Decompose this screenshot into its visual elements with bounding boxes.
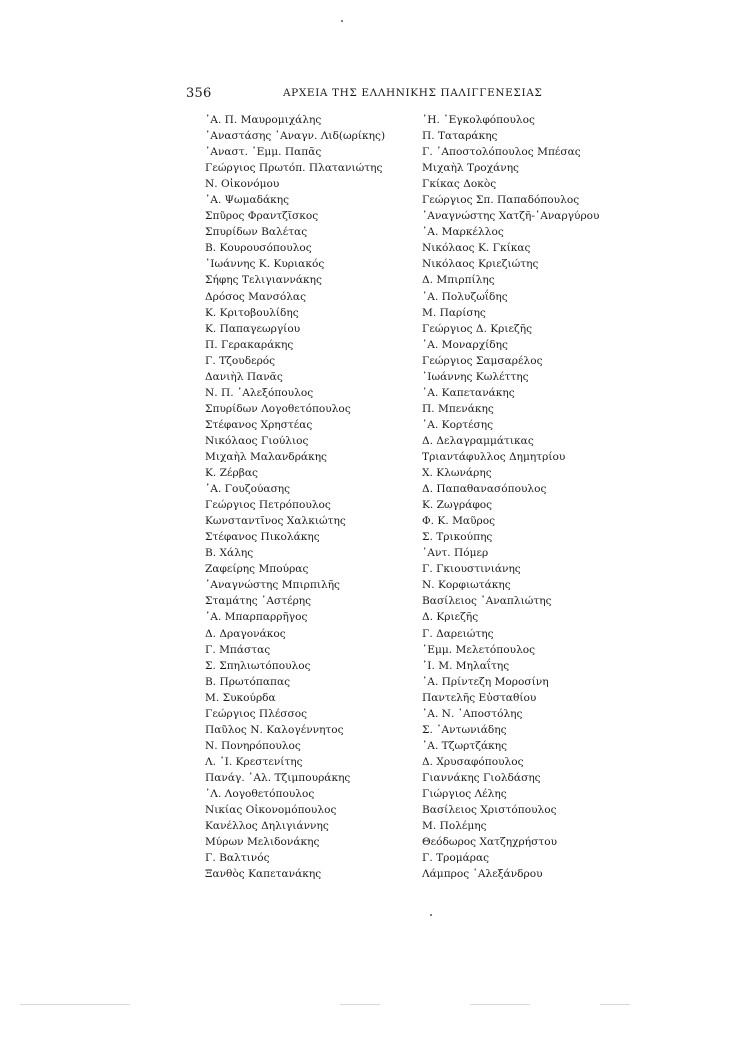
name-entry: Κ. Κριτοβουλίδης bbox=[205, 306, 299, 319]
name-entry: ᾽Α. Πολυζωΐδης bbox=[422, 290, 508, 303]
name-entry: Λάμπρος ᾽Αλεξάνδρου bbox=[422, 868, 543, 881]
name-entry: ᾽Αντ. Πόμερ bbox=[422, 547, 489, 560]
name-entry: Δ. Κριεζῆς bbox=[422, 611, 479, 624]
name-entry: Γ. Τρομάρας bbox=[422, 852, 490, 865]
name-entry: ᾽Αναγνώστης Χατζῆ-᾽Αναργύρου bbox=[422, 210, 600, 223]
name-entry: ᾽Α. Π. Μαυρομιχάλης bbox=[205, 114, 322, 126]
name-entry: Κ. Παπαγεωργίου bbox=[205, 322, 301, 335]
name-entry: ᾽Ιωάννης Κωλέττης bbox=[422, 370, 529, 383]
name-entry: Μιχαὴλ Μαλανδράκης bbox=[205, 450, 327, 463]
scan-edge-line bbox=[470, 1004, 530, 1005]
name-entry: Δ. Χρυσαφόπουλος bbox=[422, 755, 524, 768]
name-entry: Πανάγ. ᾽Αλ. Τζιμπουράκης bbox=[205, 771, 351, 784]
scan-edge-line bbox=[340, 1004, 380, 1005]
page-number: 356 bbox=[186, 86, 212, 101]
name-entry: Φ. Κ. Μαῦρος bbox=[422, 515, 496, 528]
name-entry: Σπῦρος Φραντζῖσκος bbox=[205, 210, 319, 223]
name-entry: Δ. Μπιρπίλης bbox=[422, 274, 495, 287]
name-entry: Σταμάτης ᾽Αστέρης bbox=[205, 595, 312, 608]
left-name-column bbox=[205, 112, 385, 882]
name-entry: Γεώργιος Πλέσσος bbox=[205, 707, 308, 720]
name-entry: Μύρων Μελιδονάκης bbox=[205, 836, 320, 849]
name-entry: ᾽Εμμ. Μελετόπουλος bbox=[422, 643, 536, 656]
name-entry: ᾽Η. ᾽Εγκολφόπουλος bbox=[422, 114, 535, 126]
name-entry: ᾽Α. Ν. ᾽Αποστόλης bbox=[422, 707, 523, 720]
name-entry: Γεώργιος Σπ. Παπαδόπουλος bbox=[422, 194, 580, 207]
name-entry: Δ. Δελαγραμμάτικας bbox=[422, 434, 534, 447]
name-entry: Ν. Οἰκονόμου bbox=[205, 178, 280, 191]
name-entry: ᾽Αναγνώστης Μπιρπιλῆς bbox=[205, 579, 340, 592]
name-entry: ᾽Α. Γουζούασης bbox=[205, 483, 291, 496]
name-entry: Γ. Γκιουστινιάνης bbox=[422, 563, 521, 576]
scan-edge-line bbox=[20, 1004, 130, 1005]
name-entry: Δ. Παπαθανασόπουλος bbox=[422, 483, 547, 496]
name-entry: Κανέλλος Δηλιγιάννης bbox=[205, 820, 329, 833]
name-entry: Ν. Πονηρόπουλος bbox=[205, 739, 301, 752]
name-entry: Γεώργιος Σαμσαρέλος bbox=[422, 354, 543, 367]
name-entry: Π. Μπενάκης bbox=[422, 402, 494, 415]
name-entry: Κωνσταντῖνος Χαλκιώτης bbox=[205, 515, 346, 528]
name-entry: Σ. ᾽Αντωνιάδης bbox=[422, 723, 507, 736]
name-entry: Σπυρίδων Βαλέτας bbox=[205, 226, 308, 239]
name-entry: Κ. Ζέρβας bbox=[205, 467, 258, 480]
name-entry: Νικίας Οἰκονομόπουλος bbox=[205, 804, 337, 817]
name-entry: Γ. Μπάστας bbox=[205, 643, 271, 656]
scan-speck bbox=[341, 20, 343, 22]
name-entry: ᾽Λ. Λογοθετόπουλος bbox=[205, 787, 315, 800]
name-entry: Π. Ταταράκης bbox=[422, 130, 498, 143]
name-entry: Γεώργιος Πρωτόπ. Πλατανιώτης bbox=[205, 162, 383, 175]
name-entry: Π. Γερακαράκης bbox=[205, 338, 294, 351]
name-entry: Γεώργιος Δ. Κριεζῆς bbox=[422, 322, 533, 335]
name-entry: Μ. Συκούρδα bbox=[205, 691, 276, 704]
name-entry: Σπυρίδων Λογοθετόπουλος bbox=[205, 402, 351, 415]
name-entry: Γ. Δαρειώτης bbox=[422, 627, 494, 640]
name-entry: ᾽Α. Μπαρπαρρῆγος bbox=[205, 611, 308, 624]
name-entry: Γκίκας Δοκὸς bbox=[422, 178, 497, 191]
name-entry: Β. Κουρουσόπουλος bbox=[205, 242, 312, 255]
name-entry: Κ. Ζωγράφος bbox=[422, 499, 493, 512]
name-entry: ᾽Αναστ. ᾽Εμμ. Παπᾶς bbox=[205, 146, 322, 159]
name-entry: Β. Χάλης bbox=[205, 547, 254, 560]
name-entry: Γεώργιος Πετρόπουλος bbox=[205, 499, 331, 512]
name-entry: ᾽Ι. Μ. Μηλαΐτης bbox=[422, 659, 510, 672]
scan-speck bbox=[430, 914, 432, 916]
name-entry: Λ. ᾽Ι. Κρεστενίτης bbox=[205, 755, 303, 768]
running-title: ΑΡΧΕΙΑ ΤΗΣ ΕΛΛΗΝΙΚΗΣ ΠΑΛΙΓΓΕΝΕΣΙΑΣ bbox=[283, 87, 543, 99]
name-entry: Δ. Δραγονάκος bbox=[205, 627, 286, 640]
name-entry: Μιχαὴλ Τροχάνης bbox=[422, 162, 519, 175]
name-entry: Παῦλος Ν. Καλογέννητος bbox=[205, 723, 344, 736]
name-entry: Σ. Σπηλιωτόπουλος bbox=[205, 659, 311, 672]
name-entry: Νικόλαος Κριεζιώτης bbox=[422, 258, 539, 271]
name-entry: ᾽Α. Κορτέσης bbox=[422, 418, 494, 431]
scan-edge-line bbox=[600, 1004, 630, 1005]
name-entry: Ξανθὸς Καπετανάκης bbox=[205, 868, 322, 881]
name-entry: Βασίλειος Χριστόπουλος bbox=[422, 804, 557, 817]
name-entry: Μ. Πολέμης bbox=[422, 820, 487, 833]
name-entry: Στέφανος Πικολάκης bbox=[205, 531, 320, 544]
name-entry: Σ. Τρικούπης bbox=[422, 531, 493, 544]
name-entry: Ν. Κορφιωτάκης bbox=[422, 579, 511, 592]
name-entry: ᾽Α. Μοναρχίδης bbox=[422, 338, 508, 351]
name-entry: Παντελῆς Εὐσταθίου bbox=[422, 691, 537, 704]
name-entry: ᾽Αναστάσης ᾽Αναγν. Λιδ(ωρίκης) bbox=[205, 130, 386, 143]
name-entry: Σήφης Τελιγιαννάκης bbox=[205, 274, 322, 287]
right-name-column bbox=[422, 112, 600, 882]
name-entry: Ν. Π. ᾽Αλεξόπουλος bbox=[205, 386, 314, 399]
name-entry: Βασίλειος ᾽Αναπλιώτης bbox=[422, 595, 552, 608]
name-entry: Γιαννάκης Γιολδάσης bbox=[422, 771, 541, 784]
name-entry: Γιώργιος Λέλης bbox=[422, 787, 507, 800]
name-entry: Γ. Τζουδερός bbox=[205, 354, 276, 367]
name-entry: Μ. Παρίσης bbox=[422, 306, 486, 319]
name-entry: ᾽Α. Τζωρτζάκης bbox=[422, 739, 508, 752]
name-entry: ᾽Α. Ψωμαδάκης bbox=[205, 194, 290, 207]
name-entry: ᾽Α. Πρίντεζη Μοροσίνη bbox=[422, 675, 549, 688]
name-entry: Δανιὴλ Πανᾶς bbox=[205, 370, 283, 383]
name-entry: Χ. Κλωνάρης bbox=[422, 467, 492, 480]
name-entry: Νικόλαος Γιούλιος bbox=[205, 434, 309, 447]
name-entry: ᾽Ιωάννης Κ. Κυριακός bbox=[205, 258, 325, 271]
name-entry: Ζαφείρης Μπούρας bbox=[205, 563, 309, 576]
name-entry: Δρόσος Μανσόλας bbox=[205, 290, 307, 303]
name-entry: ᾽Α. Μαρκέλλος bbox=[422, 226, 504, 239]
name-entry: Β. Πρωτόπαπας bbox=[205, 675, 291, 688]
name-entry: Τριαντάφυλλος Δημητρίου bbox=[422, 450, 566, 463]
name-entry: Νικόλαος Κ. Γκίκας bbox=[422, 242, 531, 255]
name-entry: Γ. ᾽Αποστολόπουλος Μπέσας bbox=[422, 146, 581, 159]
name-entry: Στέφανος Χρηστέας bbox=[205, 418, 313, 431]
name-entry: ᾽Α. Καπετανάκης bbox=[422, 386, 515, 399]
name-entry: Θεόδωρος Χατζηχρήστου bbox=[422, 836, 558, 849]
name-entry: Γ. Βαλτινός bbox=[205, 852, 270, 865]
